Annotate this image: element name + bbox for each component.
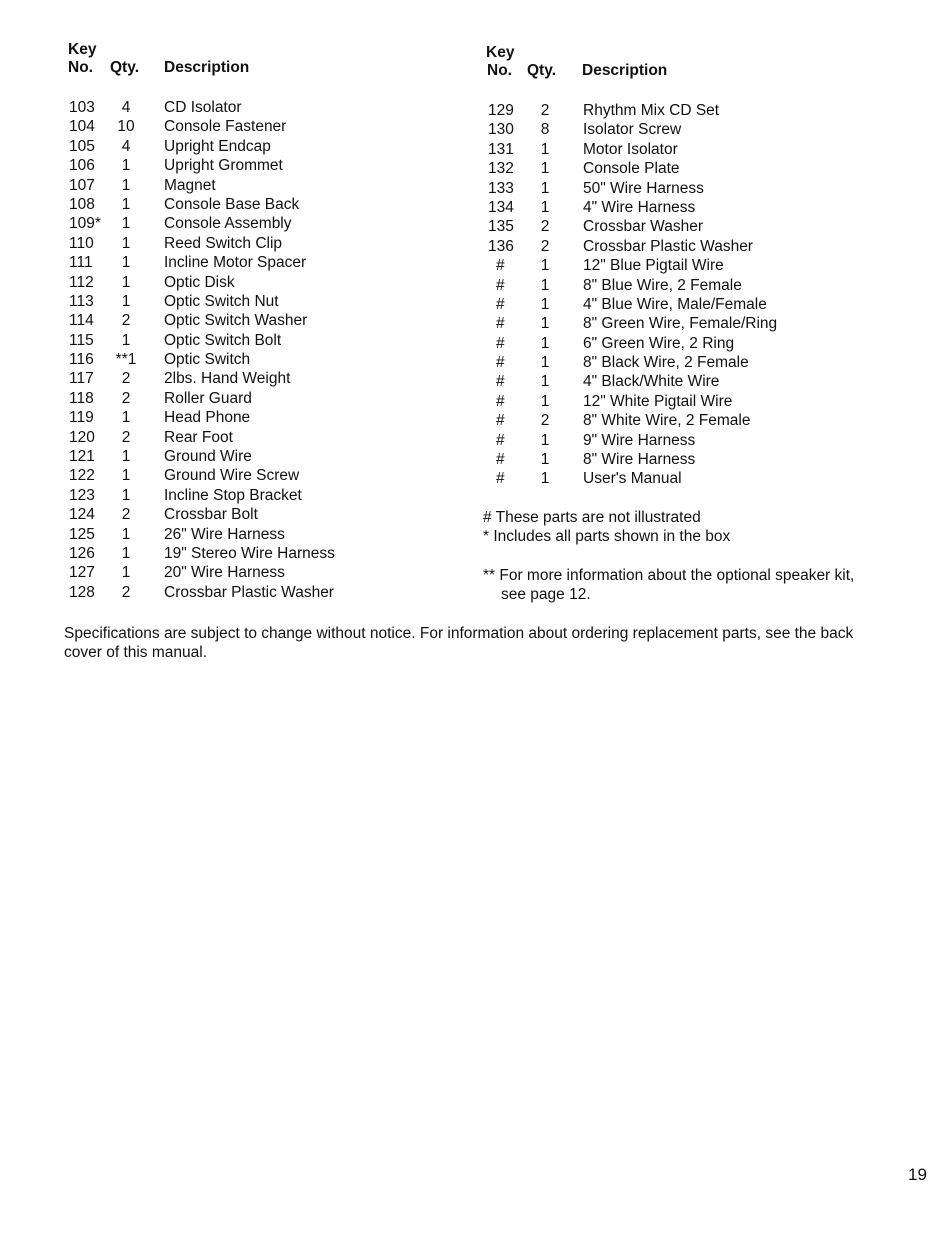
key-number: 123 xyxy=(69,486,95,504)
quantity: 1 xyxy=(121,292,131,310)
key-number: # xyxy=(496,373,505,391)
part-description: Isolator Screw xyxy=(583,121,682,139)
key-number: # xyxy=(496,257,505,275)
quantity: 1 xyxy=(121,409,131,427)
not-illustrated-note: # These parts are not illustrated xyxy=(483,509,701,526)
part-description: Console Fastener xyxy=(164,118,287,136)
quantity: 1 xyxy=(121,525,131,543)
quantity: **1 xyxy=(115,351,137,369)
quantity: 4 xyxy=(121,137,131,155)
part-description: Crossbar Plastic Washer xyxy=(164,583,334,601)
quantity: 2 xyxy=(121,506,131,524)
quantity: 1 xyxy=(540,451,550,469)
part-description: Upright Endcap xyxy=(164,137,271,155)
part-description: 12" Blue Pigtail Wire xyxy=(583,257,724,275)
key-number: # xyxy=(496,276,505,294)
part-description: 8" Black Wire, 2 Female xyxy=(583,354,749,372)
quantity: 1 xyxy=(121,544,131,562)
key-number: 124 xyxy=(69,506,95,524)
key-number: 119 xyxy=(69,409,94,427)
quantity: 1 xyxy=(121,254,131,272)
key-number: 125 xyxy=(69,525,95,543)
key-number: 133 xyxy=(488,179,514,197)
part-description: Rhythm Mix CD Set xyxy=(583,102,720,119)
part-description: 9" Wire Harness xyxy=(583,431,696,449)
speaker-kit-note-page: see page 12. xyxy=(501,586,591,603)
left-table-header xyxy=(68,41,328,76)
key-number: 113 xyxy=(69,292,94,310)
part-description: Optic Switch Washer xyxy=(164,312,308,330)
includes-note: * Includes all parts shown in the box xyxy=(483,528,731,545)
key-number: # xyxy=(496,315,505,333)
part-description: Console Assembly xyxy=(164,215,292,233)
speaker-kit-note: ** For more information about the optional speaker kit, xyxy=(483,567,855,584)
quantity: 1 xyxy=(540,198,550,216)
key-number: 121 xyxy=(69,448,95,466)
part-description: 12" White Pigtail Wire xyxy=(583,392,733,410)
key-number: 106 xyxy=(69,157,95,175)
key-number: 105 xyxy=(69,137,95,155)
quantity: 1 xyxy=(121,176,131,194)
part-description: 4" Blue Wire, Male/Female xyxy=(583,295,767,313)
quantity: 1 xyxy=(540,295,550,313)
quantity: 1 xyxy=(121,564,131,582)
key-number: # xyxy=(496,412,505,430)
key-number: # xyxy=(496,431,505,449)
key-number: # xyxy=(496,470,505,488)
quantity: 4 xyxy=(121,99,131,116)
quantity: 1 xyxy=(540,140,550,158)
qty-column-header: Qty. xyxy=(527,62,556,79)
part-description: 26" Wire Harness xyxy=(164,525,285,543)
part-description: Optic Disk xyxy=(164,273,235,291)
part-description: Rear Foot xyxy=(164,428,233,446)
key-number: 107 xyxy=(69,176,95,194)
part-description: 8" White Wire, 2 Female xyxy=(583,412,751,430)
key-number: 126 xyxy=(69,544,95,562)
key-number: 110 xyxy=(69,234,94,252)
key-number: 104 xyxy=(69,118,95,136)
part-description: Reed Switch Clip xyxy=(164,234,283,252)
key-number: # xyxy=(496,354,505,372)
key-number: # xyxy=(496,451,505,469)
key-number: 118 xyxy=(69,389,94,407)
key-number: 120 xyxy=(69,428,95,446)
part-description: User's Manual xyxy=(583,470,682,488)
quantity: 1 xyxy=(121,273,131,291)
part-description: Console Base Back xyxy=(164,195,300,213)
quantity: 1 xyxy=(540,470,550,488)
key-number: 128 xyxy=(69,583,95,601)
quantity: 1 xyxy=(121,215,131,233)
key-number: 129 xyxy=(488,102,514,119)
part-description: Ground Wire xyxy=(164,448,252,466)
key-number: # xyxy=(496,392,505,410)
part-description: Roller Guard xyxy=(164,389,252,407)
key-number: 109* xyxy=(69,215,101,233)
quantity: 1 xyxy=(121,448,131,466)
key-number: # xyxy=(496,295,505,313)
quantity: 1 xyxy=(540,334,550,352)
quantity: 2 xyxy=(121,428,131,446)
quantity: 1 xyxy=(540,431,550,449)
part-description: Optic Switch Bolt xyxy=(164,331,282,349)
key-number: 117 xyxy=(69,370,94,388)
part-description: 2lbs. Hand Weight xyxy=(164,370,291,388)
no-column-header: No. xyxy=(68,59,93,76)
key-number: 116 xyxy=(69,351,94,369)
part-description: Incline Motor Spacer xyxy=(164,254,307,272)
part-description: 8" Blue Wire, 2 Female xyxy=(583,276,742,294)
quantity: 1 xyxy=(540,160,550,178)
key-number: 135 xyxy=(488,218,514,236)
no-column-header: No. xyxy=(487,62,512,79)
part-description: CD Isolator xyxy=(164,99,242,116)
part-description: 6" Green Wire, 2 Ring xyxy=(583,334,735,352)
quantity: 2 xyxy=(121,583,131,601)
part-description: Crossbar Bolt xyxy=(164,506,258,524)
quantity: 1 xyxy=(540,276,550,294)
part-description: 50" Wire Harness xyxy=(583,179,704,197)
page-number: 19 xyxy=(908,1165,927,1184)
key-number: 115 xyxy=(69,331,94,349)
key-label: Key xyxy=(68,41,97,58)
part-description: Head Phone xyxy=(164,409,251,427)
key-number: 111 xyxy=(69,254,93,272)
quantity: 1 xyxy=(540,257,550,275)
part-description: 4" Wire Harness xyxy=(583,198,696,216)
quantity: 2 xyxy=(121,370,131,388)
quantity: 1 xyxy=(540,315,550,333)
quantity: 8 xyxy=(540,121,550,139)
key-number: 134 xyxy=(488,198,514,216)
quantity: 2 xyxy=(540,237,550,255)
quantity: 1 xyxy=(121,157,131,175)
part-description: 4" Black/White Wire xyxy=(583,373,720,391)
key-label: Key xyxy=(486,44,515,61)
quantity: 1 xyxy=(540,354,550,372)
quantity: 1 xyxy=(121,195,131,213)
part-description: Motor Isolator xyxy=(583,140,678,158)
part-description: Incline Stop Bracket xyxy=(164,486,302,504)
quantity: 2 xyxy=(540,218,550,236)
description-column-header: Description xyxy=(582,62,668,79)
quantity: 1 xyxy=(540,373,550,391)
quantity: 10 xyxy=(117,118,135,136)
quantity: 2 xyxy=(540,412,550,430)
part-description: Optic Switch xyxy=(164,351,251,369)
key-number: 130 xyxy=(488,121,514,139)
key-number: 136 xyxy=(488,237,514,255)
part-description: Optic Switch Nut xyxy=(164,292,279,310)
quantity: 1 xyxy=(121,486,131,504)
part-description: Upright Grommet xyxy=(164,157,283,175)
key-number: 131 xyxy=(488,140,514,158)
key-number: 112 xyxy=(69,273,94,291)
key-number: 127 xyxy=(69,564,95,582)
part-description: 20" Wire Harness xyxy=(164,564,285,582)
part-description: 8" Green Wire, Female/Ring xyxy=(583,315,778,333)
qty-column-header: Qty. xyxy=(110,59,139,76)
quantity: 2 xyxy=(121,312,131,330)
quantity: 1 xyxy=(540,179,550,197)
part-description: 8" Wire Harness xyxy=(583,451,696,469)
key-number: 114 xyxy=(69,312,94,330)
part-description: Magnet xyxy=(164,176,216,194)
quantity: 1 xyxy=(121,234,131,252)
part-description: 19" Stereo Wire Harness xyxy=(164,544,335,562)
quantity: 1 xyxy=(540,392,550,410)
part-description: Ground Wire Screw xyxy=(164,467,300,485)
right-table-header xyxy=(486,44,746,79)
quantity: 1 xyxy=(121,331,131,349)
quantity: 1 xyxy=(121,467,131,485)
description-column-header: Description xyxy=(164,59,250,76)
quantity: 2 xyxy=(540,102,550,119)
part-description: Crossbar Plastic Washer xyxy=(583,237,753,255)
specifications-note: Specifications are subject to change without notice. For information about ordering replacement parts, see the back cover of this manual. xyxy=(64,625,854,662)
key-number: 132 xyxy=(488,160,514,178)
key-number: 122 xyxy=(69,467,95,485)
part-description: Crossbar Washer xyxy=(583,218,704,236)
key-number: # xyxy=(496,334,505,352)
quantity: 2 xyxy=(121,389,131,407)
key-number: 108 xyxy=(69,195,95,213)
part-description: Console Plate xyxy=(583,160,680,178)
key-number: 103 xyxy=(69,99,95,116)
